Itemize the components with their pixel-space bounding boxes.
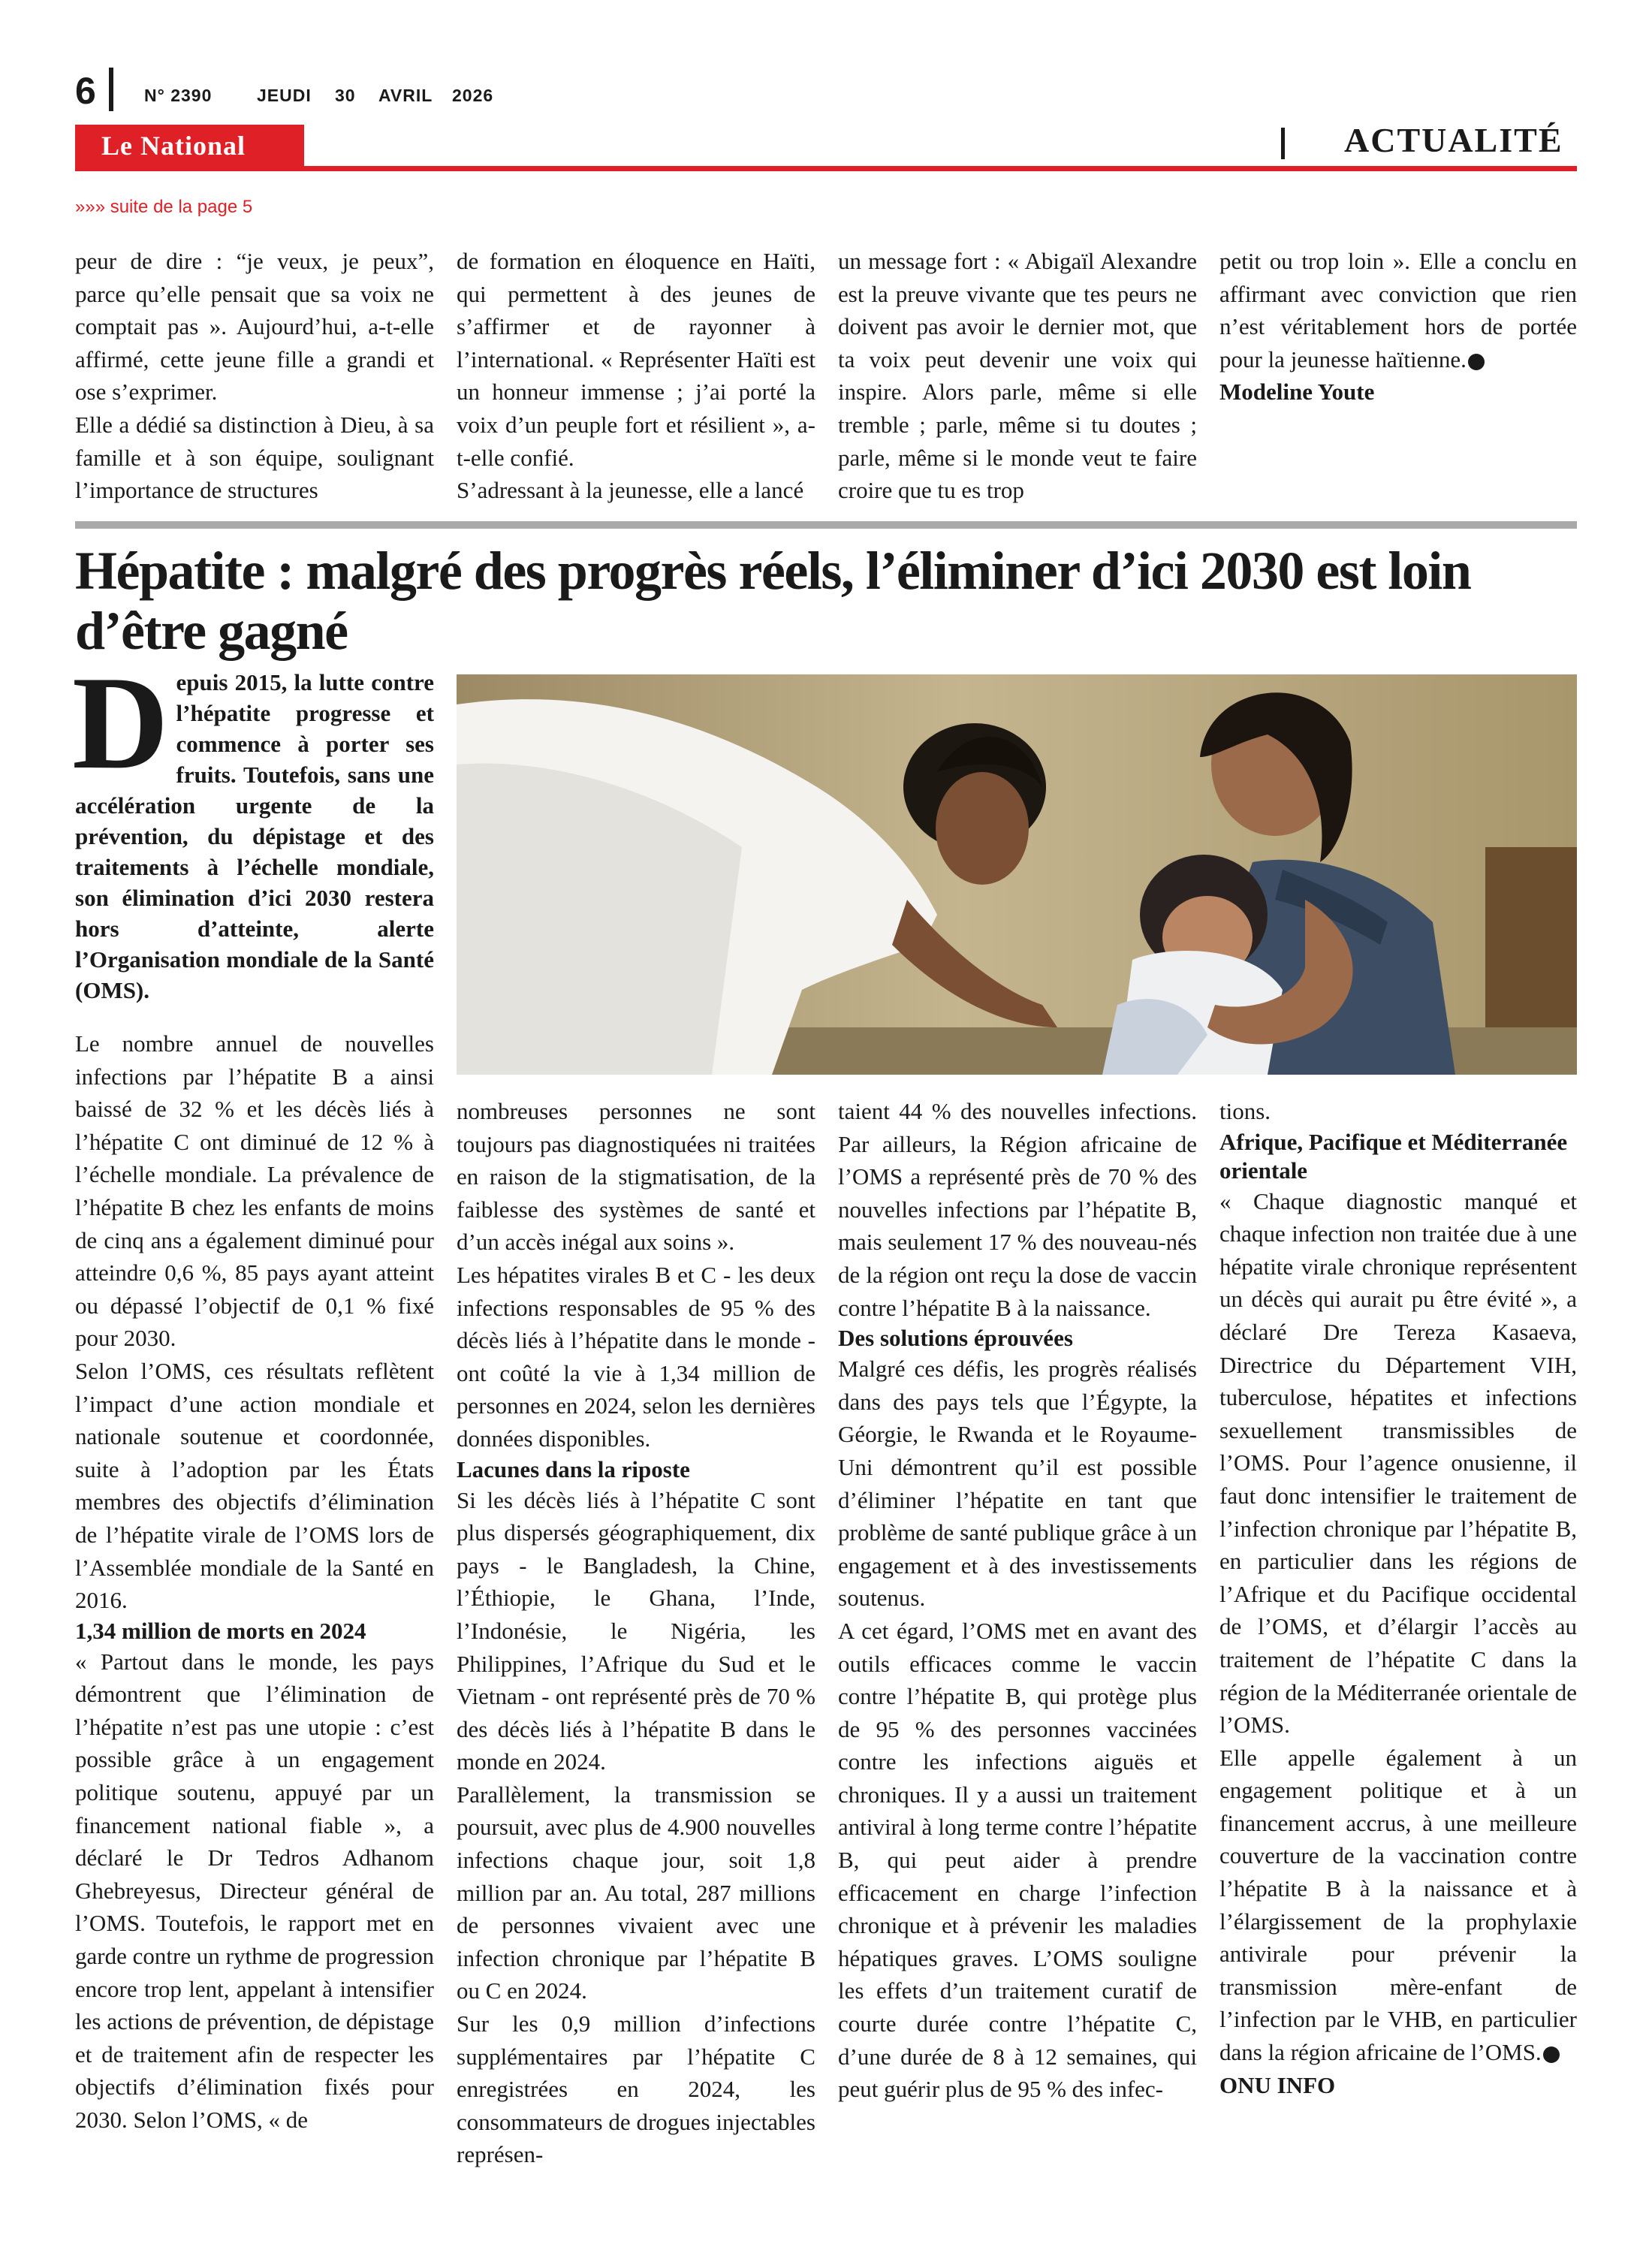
issue-number: N° 2390 bbox=[144, 86, 213, 105]
article-author: ONU INFO bbox=[1219, 2071, 1336, 2098]
paragraph: Le nombre annuel de nouvelles infections par l’hépatite B a ainsi baissé de 32 % et les décès liés à l’hépatite C ont diminué de 12 % à l’échelle mondiale. La prévalence de l’hépatite B chez les enfants de moins de cinq ans a également diminué pour atteindre 0,6 %, 85 pays ayant atteint ou dépassé l’objectif de 0,1 % fixé pour 2030. bbox=[75, 1030, 434, 1352]
paragraph: « Chaque diagnostic manqué et chaque infection non traitée due à une hépatite virale chronique représentent un décès qui aurait pu être évité », a déclaré Dre Tereza Kasaeva, Directrice du Département VIH, tuberculose, hépatites et infections sexuellement transmissibles de l’OMS. Pour l’agence onusienne, il faut donc intensifier le traitement de l’infection chronique par l’hépatite B, en particulier dans les régions de l’Afrique et du Pacifique occidental de l’OMS, et d’élargir l’accès au traitement de l’hépatite C dans la région de la Méditerranée orientale de l’OMS. bbox=[1219, 1187, 1577, 1739]
paragraph-text: Elle appelle également à un engagement politique et à un financement accrus, à une meilleure couverture de la vaccination contre l’hépatite B à la naissance et à l’élargissement de la prophylaxie antivirale pour prévenir la transmission mère-enfant de l’infection par le VHB, en particulier dans la région africaine de l’OMS. bbox=[1219, 1744, 1577, 2066]
article-headline: Hépatite : malgré des progrès réels, l’éliminer d’ici 2030 est loin d’être gagné bbox=[75, 541, 1471, 661]
prev-article-col-4 bbox=[1219, 245, 1577, 409]
header-red-rule bbox=[75, 166, 1577, 171]
paragraph: nombreuses personnes ne sont toujours pas diagnostiquées ni traitées en raison de la stigmatisation, de la faiblesse des systèmes de santé et d’un accès inégal aux soins ». bbox=[457, 1098, 815, 1256]
paragraph: peur de dire : “je veux, je peux”, parce qu’elle pensait que sa voix ne comptait pas ». Aujourd’hui, a-t-elle affirmé, cette jeune fille a grandi et ose s’exprimer. bbox=[75, 248, 434, 406]
page-number: 6 bbox=[75, 70, 96, 112]
paragraph: Selon l’OMS, ces résultats reflètent l’impact d’une action mondiale et nationale soutenue et coordonnée, suite à l’adoption par les États membres des objectifs d’élimination de l’hépatite virale de l’OMS lors de l’Assemblée mondiale de la Santé en 2016. bbox=[75, 1357, 434, 1614]
lede-text: epuis 2015, la lutte contre l’hépatite progresse et commence à porter ses fruits. Toutefois, sans une accélération urgente de la prévention, du dépistage et des traitements à l’échelle mondiale, son élimination d’ici 2030 restera hors d’atteinte, alerte l’Organisation mondiale de la Santé (OMS). bbox=[75, 669, 434, 1003]
paragraph: Parallèlement, la transmission se poursuit, avec plus de 4.900 nouvelles infections chaque jour, soit 1,8 million par an. Au total, 287 millions de personnes vivaient avec une infection chronique par l’hépatite B ou C en 2024. bbox=[457, 1781, 815, 2004]
article-col-4 bbox=[1219, 1095, 1577, 2101]
subheading: 1,34 million de morts en 2024 bbox=[75, 1617, 366, 1644]
article-col-2 bbox=[457, 1095, 815, 2171]
date-day: 30 bbox=[335, 86, 356, 105]
subheading: Lacunes dans la riposte bbox=[457, 1455, 690, 1482]
paragraph: tions. bbox=[1219, 1098, 1271, 1124]
article-col-1 bbox=[75, 1027, 434, 2137]
nurse-mother-baby-image bbox=[457, 674, 1577, 1075]
paragraph: Sur les 0,9 million d’infections supplémentaires par l’hépatite C enregistrées en 2024, les consommateurs de drogues injectables représen- bbox=[457, 2010, 815, 2168]
paragraph: « Partout dans le monde, les pays démontrent que l’élimination de l’hépatite n’est pas une utopie : c’est possible grâce à un engagement politique soutenu, appuyé par un financement national fiable », a déclaré le Dr Tedros Adhanom Ghebreyesus, Directeur général de l’OMS. Toutefois, le rapport met en garde contre un rythme de progression encore trop lent, appelant à intensifier les actions de prévention, de dépistage et de traitement afin de respecter les objectifs d’élimination fixés pour 2030. Selon l’OMS, « de bbox=[75, 1648, 434, 2133]
paragraph bbox=[1219, 245, 1577, 376]
section-title: ACTUALITÉ bbox=[1344, 121, 1563, 159]
prev-article-col-1 bbox=[75, 245, 434, 507]
drop-cap: D bbox=[72, 648, 169, 797]
prev-article-col-3 bbox=[838, 245, 1197, 507]
paragraph: Si les décès liés à l’hépatite C sont plus dispersés géographiquement, dix pays - le Bangladesh, la Chine, l’Éthiopie, le Ghana, l’Inde, l’Indonésie, le Nigéria, les Philippines, l’Afrique du Sud et le Vietnam - ont représenté près de 70 % des décès liés à l’hépatite B dans le monde en 2024. bbox=[457, 1486, 815, 1775]
weekday: JEUDI bbox=[257, 86, 312, 105]
article-photo bbox=[457, 674, 1577, 1075]
prev-article-author: Modeline Youte bbox=[1219, 379, 1375, 406]
subheading: Afrique, Pacifique et Méditerranée orientale bbox=[1219, 1128, 1568, 1184]
end-mark-icon bbox=[1468, 354, 1485, 370]
paragraph: S’adressant à la jeunesse, elle a lancé bbox=[457, 477, 804, 504]
paragraph: de formation en éloquence en Haïti, qui permettent à des jeunes de s’affirmer et de rayonner à l’international. « Représenter Haïti est un honneur immense ; j’ai porté la voix d’un peuple fort et résilient », a-t-elle confié. bbox=[457, 248, 815, 471]
paragraph: taient 44 % des nouvelles infections. Par ailleurs, la Région africaine de l’OMS a représenté près de 70 % des nouvelles infections par l’hépatite B, mais seulement 17 % des nouveau-nés de la région ont reçu la dose de vaccin contre l’hépatite B à la naissance. bbox=[838, 1098, 1197, 1321]
article-col-3 bbox=[838, 1095, 1197, 2106]
continued-from: »»» suite de la page 5 bbox=[75, 197, 253, 217]
brand-logo: Le National bbox=[101, 131, 246, 161]
paragraph: un message fort : « Abigaïl Alexandre est la preuve vivante que tes peurs ne doivent pas avoir le dernier mot, que ta voix peut devenir une voix qui inspire. Alors parle, même si elle tremble ; parle, même si tu doutes ; parle, même si le monde veut te faire croire que tu es trop bbox=[838, 248, 1197, 504]
paragraph: Malgré ces défis, les progrès réalisés dans des pays tels que l’Égypte, la Géorgie, le Rwanda et le Royaume-Uni démontrent qu’il est possible d’éliminer l’hépatite en tant que problème de santé publique grâce à un engagement et à des investissements soutenus. bbox=[838, 1356, 1197, 1612]
date-year: 2026 bbox=[452, 86, 494, 105]
date-month: AVRIL bbox=[378, 86, 433, 105]
subheading: Des solutions éprouvées bbox=[838, 1325, 1073, 1352]
article-lede bbox=[72, 648, 434, 1006]
end-mark-icon bbox=[1543, 2046, 1560, 2063]
page-number-divider bbox=[109, 68, 113, 111]
paragraph: A cet égard, l’OMS met en avant des outils efficaces comme le vaccin contre l’hépatite B, qui protège plus de 95 % des personnes vaccinées contre les infections aiguës et chroniques. Il y a aussi un traitement antiviral à long terme contre l’hépatite B, qui peut aider à prendre efficacement en charge l’infection chronique et à prévenir les maladies hépatiques graves. L’OMS souligne les effets d’un traitement curatif de courte durée contre l’hépatite C, d’une durée de 8 à 12 semaines, qui peut guérir plus de 95 % des infec- bbox=[838, 1617, 1197, 2103]
prev-article-col-2 bbox=[457, 245, 815, 507]
paragraph-text: petit ou trop loin ». Elle a conclu en affirmant avec conviction que rien n’est véritablement hors de portée pour la jeunesse haïtienne. bbox=[1219, 248, 1577, 372]
article-separator bbox=[75, 521, 1577, 529]
paragraph: Les hépatites virales B et C - les deux infections responsables de 95 % des décès liés à l’hépatite dans le monde - ont coûté la vie à 1,34 million de personnes en 2024, selon les dernières données disponibles. bbox=[457, 1261, 815, 1452]
paragraph: Elle a dédié sa distinction à Dieu, à sa famille et à son équipe, soulignant l’importance de structures bbox=[75, 411, 434, 504]
section-divider bbox=[1281, 128, 1285, 159]
paragraph bbox=[1219, 1742, 1577, 2069]
